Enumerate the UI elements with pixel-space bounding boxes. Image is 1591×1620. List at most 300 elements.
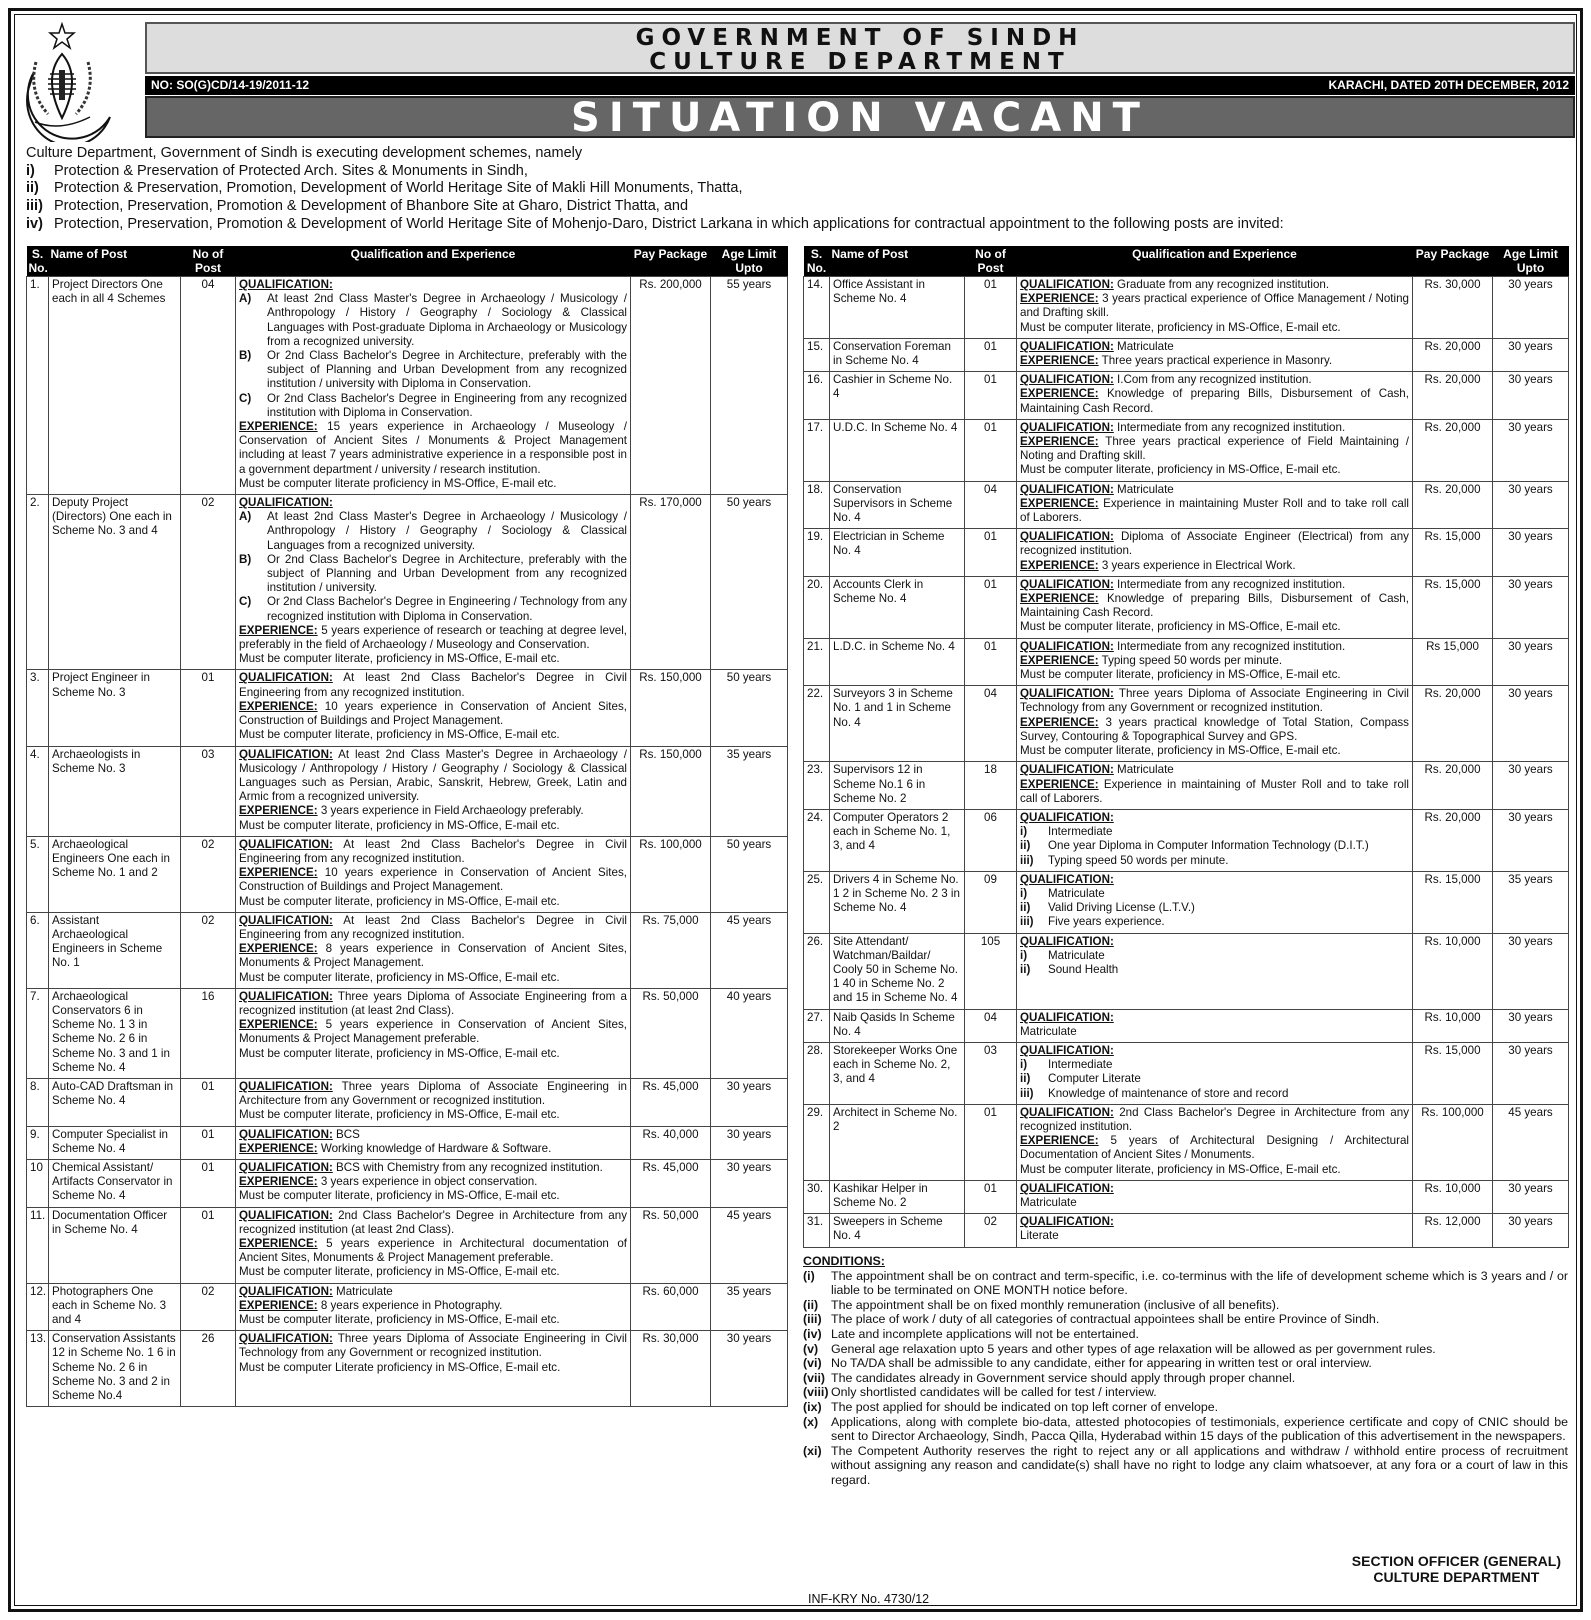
condition-text: The appointment shall be on fixed monthly remuneration (inclusive of all benefits).	[831, 1297, 1280, 1312]
qual-label: EXPERIENCE:	[239, 1018, 318, 1032]
qual-label: EXPERIENCE:	[239, 942, 318, 956]
post-pay: Rs. 45,000	[631, 1159, 711, 1207]
table-row	[804, 277, 1569, 339]
qual-line	[239, 838, 627, 866]
qual-label: EXPERIENCE:	[1020, 1134, 1099, 1148]
qual-text: Must be computer literate, proficiency in MS-Office, E-mail etc.	[239, 1189, 560, 1203]
signature-line2: CULTURE DEPARTMENT	[1373, 1569, 1540, 1585]
post-name: Accounts Clerk in Scheme No. 4	[830, 576, 965, 638]
post-name: Documentation Officer in Scheme No. 4	[49, 1207, 181, 1283]
qual-label: EXPERIENCE:	[239, 804, 318, 818]
post-qualification	[1017, 1214, 1413, 1247]
post-qualification	[236, 912, 631, 988]
qual-label: QUALIFICATION:	[1020, 763, 1114, 777]
post-count: 01	[181, 1126, 236, 1159]
post-sno: 29.	[804, 1104, 830, 1180]
post-sno: 22.	[804, 686, 830, 762]
qual-line	[239, 728, 627, 742]
post-pay: Rs. 50,000	[631, 1207, 711, 1283]
post-count: 01	[965, 1104, 1017, 1180]
qual-line	[239, 1313, 627, 1327]
condition-marker: (vi)	[803, 1356, 822, 1371]
post-count: 01	[965, 1180, 1017, 1213]
qual-line	[1020, 321, 1409, 335]
intro-item-text: Protection, Preservation, Promotion & Development of World Heritage Site of Mohenjo-Daro, District Larkana in which applications for contractual appointment to the following posts are invited:	[54, 215, 1284, 232]
post-age: 50 years	[711, 836, 788, 912]
qual-line	[1020, 1106, 1409, 1134]
qual-text: Must be computer literate, proficiency in MS-Office, E-mail etc.	[1020, 620, 1341, 634]
qual-text: Must be computer Literate proficiency in MS-Office, E-mail etc.	[239, 1360, 561, 1374]
post-age: 45 years	[711, 1207, 788, 1283]
qual-line	[239, 1018, 627, 1046]
qual-label: QUALIFICATION:	[1020, 530, 1114, 544]
qual-label: EXPERIENCE:	[239, 1141, 318, 1155]
qual-item-text: Or 2nd Class Bachelor's Degree in Engineering from any recognized institution with Diploma in Conservation.	[267, 391, 627, 419]
qual-text: 3 years experience in Electrical Work.	[1101, 558, 1296, 572]
qual-item-marker: i)	[1020, 886, 1028, 900]
table-row	[804, 1214, 1569, 1247]
qual-line	[1020, 778, 1409, 806]
condition-item	[803, 1444, 1568, 1488]
qual-text: Three years Diploma of Associate Engineering from a recognized institution (at least 2nd Class).	[239, 989, 627, 1017]
qual-text: At least 2nd Class Bachelor's Degree in Civil Engineering from any recognized institution.	[239, 837, 627, 865]
post-age: 30 years	[1493, 686, 1569, 762]
table-row	[27, 1126, 788, 1159]
post-qualification	[1017, 576, 1413, 638]
qual-text: 15 years experience in Archaeology / Museology / Conservation of Ancient Sites / Monuments & Project Management including at least 7 years administrative experience in a responsible post in a government department / university / research institution.	[239, 420, 627, 476]
col-sno: S. No.	[28, 247, 48, 275]
qual-text: Must be computer literate, proficiency in MS-Office, E-mail etc.	[239, 970, 560, 984]
qual-line	[239, 1108, 627, 1122]
qual-item	[1020, 901, 1409, 915]
post-pay: Rs. 15,000	[1413, 871, 1493, 933]
condition-marker: (v)	[803, 1341, 819, 1356]
post-pay: Rs. 12,000	[1413, 1214, 1493, 1247]
qual-line	[1020, 530, 1409, 558]
qual-line	[1020, 592, 1409, 620]
post-pay: Rs. 75,000	[631, 912, 711, 988]
qual-line	[239, 1142, 627, 1156]
post-name: L.D.C. in Scheme No. 4	[830, 638, 965, 686]
qual-item-marker: A)	[239, 292, 252, 306]
qual-item	[1020, 949, 1409, 963]
qual-line	[239, 1299, 627, 1313]
qual-item-marker: i)	[1020, 825, 1028, 839]
post-name: Computer Specialist in Scheme No. 4	[49, 1126, 181, 1159]
table-row	[804, 686, 1569, 762]
post-age: 30 years	[711, 1159, 788, 1207]
post-age: 30 years	[1493, 1042, 1569, 1104]
qual-item	[1020, 854, 1409, 868]
post-age: 30 years	[1493, 419, 1569, 481]
qual-label: QUALIFICATION:	[1020, 1181, 1114, 1195]
qual-text: Diploma of Associate Engineer (Electrical) from any recognized institution.	[1020, 530, 1409, 558]
condition-marker: (iv)	[803, 1326, 822, 1341]
qual-item-marker: A)	[239, 510, 252, 524]
qual-item-marker: B)	[239, 349, 252, 363]
signature-block	[1352, 1553, 1561, 1585]
qual-item	[239, 553, 627, 596]
qual-label: QUALIFICATION:	[239, 1079, 333, 1093]
qual-text: 10 years experience in Conservation of Ancient Sites, Construction of Buildings and Project Management.	[239, 866, 627, 894]
qual-label: EXPERIENCE:	[239, 1175, 318, 1189]
col-name: Name of Post	[830, 246, 965, 277]
post-count: 01	[965, 529, 1017, 577]
qual-text: Must be computer literate, proficiency in MS-Office, E-mail etc.	[1020, 744, 1341, 758]
qual-label: EXPERIENCE:	[1020, 558, 1099, 572]
qual-text: Must be computer literate, proficiency in MS-Office, E-mail etc.	[239, 652, 560, 666]
post-age: 35 years	[711, 1283, 788, 1331]
post-count: 02	[181, 836, 236, 912]
post-count: 04	[181, 277, 236, 495]
qual-text: Must be computer literate, proficiency in MS-Office, E-mail etc.	[239, 1313, 560, 1327]
qual-line	[1020, 687, 1409, 715]
col-qual: Qualification and Experience	[1017, 246, 1413, 277]
qual-label: EXPERIENCE:	[1020, 387, 1099, 401]
reference-number: NO: SO(G)CD/14-19/2011-12	[151, 78, 310, 92]
post-count: 26	[181, 1331, 236, 1407]
post-qualification	[1017, 1180, 1413, 1213]
qual-line	[1020, 1163, 1409, 1177]
post-sno: 8.	[27, 1078, 49, 1126]
qual-label: QUALIFICATION:	[239, 837, 333, 851]
post-name: Conservation Foreman in Scheme No. 4	[830, 338, 965, 371]
qual-line	[1020, 483, 1409, 497]
post-qualification	[236, 670, 631, 746]
qual-text: 5 years of Architectural Designing / Architectural Documentation of Ancient Sites / Monuments.	[1020, 1134, 1409, 1162]
qual-label: EXPERIENCE:	[1020, 777, 1099, 791]
post-pay: Rs. 15,000	[1413, 1042, 1493, 1104]
post-name: Site Attendant/ Watchman/Baildar/ Cooly 50 in Scheme No. 1 40 in Scheme No. 2 and 15 in Scheme No. 4	[830, 933, 965, 1009]
intro-item-marker: iv)	[26, 215, 43, 232]
qual-text: Intermediate from any recognized institution.	[1117, 577, 1346, 591]
qual-item	[1020, 963, 1409, 977]
col-count: No of Post	[181, 246, 236, 277]
qual-item	[1020, 1087, 1409, 1101]
col-name: Name of Post	[49, 246, 181, 277]
post-pay: Rs. 10,000	[1413, 1180, 1493, 1213]
intro-lead: Culture Department, Government of Sindh is executing development schemes, namely	[26, 145, 583, 161]
intro-item-marker: i)	[26, 162, 35, 179]
col-count: No of Post	[965, 246, 1017, 277]
post-pay: Rs 15,000	[1413, 638, 1493, 686]
post-pay: Rs. 150,000	[631, 670, 711, 746]
table-row	[804, 481, 1569, 529]
post-sno: 19.	[804, 529, 830, 577]
qual-text: 3 years experience in Field Archaeology preferably.	[320, 804, 584, 818]
post-sno: 26.	[804, 933, 830, 1009]
table-row	[27, 1159, 788, 1207]
post-pay: Rs. 45,000	[631, 1078, 711, 1126]
post-age: 30 years	[1493, 481, 1569, 529]
table-row	[27, 988, 788, 1078]
condition-item	[803, 1385, 1568, 1400]
condition-marker: (vii)	[803, 1370, 826, 1385]
post-qualification	[1017, 871, 1413, 933]
post-count: 01	[965, 277, 1017, 339]
post-count: 01	[965, 372, 1017, 420]
condition-marker: (ii)	[803, 1297, 819, 1312]
qual-item-text: Matriculate	[1048, 886, 1105, 900]
page-title: SITUATION VACANT	[145, 96, 1575, 138]
qual-item-text: Or 2nd Class Bachelor's Degree in Engineering / Technology from any recognized institution with Diploma in Conservation.	[267, 595, 627, 623]
qual-label: QUALIFICATION:	[239, 1208, 333, 1222]
post-qualification	[1017, 481, 1413, 529]
qual-text: 8 years experience in Photography.	[320, 1298, 503, 1312]
qual-line	[239, 1161, 627, 1175]
post-sno: 25.	[804, 871, 830, 933]
post-qualification	[236, 495, 631, 670]
qual-text: Three years practical experience of Field Maintaining / Noting and Drafting skill.	[1020, 435, 1409, 463]
col-qual: Qualification and Experience	[236, 246, 631, 277]
post-qualification	[236, 1126, 631, 1159]
intro-item-marker: iii)	[26, 198, 43, 215]
post-name: Kashikar Helper in Scheme No. 2	[830, 1180, 965, 1213]
qual-line	[239, 1332, 627, 1360]
qual-label: QUALIFICATION:	[239, 989, 333, 1003]
post-count: 01	[181, 670, 236, 746]
intro-item	[26, 163, 1576, 181]
post-pay: Rs. 200,000	[631, 277, 711, 495]
condition-marker: (iii)	[803, 1312, 822, 1327]
post-qualification	[236, 836, 631, 912]
header-line1: GOVERNMENT OF SINDH	[635, 25, 1085, 51]
condition-text: The candidates already in Government service should apply through proper channel.	[831, 1370, 1296, 1385]
qual-item-marker: C)	[239, 595, 252, 609]
post-sno: 3.	[27, 670, 49, 746]
post-pay: Rs. 20,000	[1413, 481, 1493, 529]
post-age: 50 years	[711, 495, 788, 670]
qual-item	[1020, 839, 1409, 853]
header-line2: CULTURE DEPARTMENT	[649, 49, 1071, 75]
qual-line	[239, 971, 627, 985]
qual-label: QUALIFICATION:	[1020, 482, 1114, 496]
reference-bar	[145, 76, 1575, 95]
qual-label: QUALIFICATION:	[239, 1160, 333, 1174]
qual-label: QUALIFICATION:	[1020, 577, 1114, 591]
qual-line	[1020, 640, 1409, 654]
qual-line	[239, 1285, 627, 1299]
post-name: Office Assistant in Scheme No. 4	[830, 277, 965, 339]
qual-line	[239, 1175, 627, 1189]
qual-line	[1020, 1229, 1409, 1243]
post-name: Chemical Assistant/ Artifacts Conservator in Scheme No. 4	[49, 1159, 181, 1207]
post-name: Architect in Scheme No. 2	[830, 1104, 965, 1180]
intro-item-text: Protection & Preservation, Promotion, Development of World Heritage Site of Makli Hill Monuments, Thatta,	[54, 180, 743, 197]
table-row	[804, 338, 1569, 371]
qual-line	[239, 477, 627, 491]
post-name: Archaeological Conservators 6 in Scheme No. 1 3 in Scheme No. 2 6 in Scheme No. 3 and 1 in Scheme No. 4	[49, 988, 181, 1078]
post-pay: Rs. 15,000	[1413, 576, 1493, 638]
post-name: Photographers One each in Scheme No. 3 and 4	[49, 1283, 181, 1331]
qual-label: EXPERIENCE:	[1020, 435, 1099, 449]
post-sno: 18.	[804, 481, 830, 529]
qual-text: 5 years experience of research or teaching at degree level, preferably in the field of Archaeology / Museology and Conservation.	[239, 623, 627, 652]
table-row	[804, 1104, 1569, 1180]
qual-item-text: Or 2nd Class Bachelor's Degree in Architecture, preferably with the subject of Planning and Urban Development from any recognized institution / university with Diploma in Conservation.	[267, 349, 627, 391]
post-age: 30 years	[1493, 933, 1569, 1009]
qual-label: QUALIFICATION:	[1020, 810, 1114, 824]
qual-line	[1020, 654, 1409, 668]
post-pay: Rs. 50,000	[631, 988, 711, 1078]
qual-text: 5 years experience in Conservation of Ancient Sites, Monuments & Project Management preferable.	[239, 1018, 627, 1046]
condition-marker: (i)	[803, 1268, 815, 1283]
qual-text: At least 2nd Class Master's Degree in Archaeology / Musicology / Anthropology / History / Geography / Sociology & Classical Languages such as Persian, Arabic, Sanskrit, Hebrew, Greek, Latin and Armic from a recognized university.	[239, 747, 627, 804]
qual-label: QUALIFICATION:	[1020, 639, 1114, 653]
qual-text: Matriculate	[1020, 1195, 1077, 1209]
post-qualification	[236, 1331, 631, 1407]
post-age: 30 years	[711, 1126, 788, 1159]
post-name: Sweepers in Scheme No. 4	[830, 1214, 965, 1247]
post-name: Auto-CAD Draftsman in Scheme No. 4	[49, 1078, 181, 1126]
post-pay: Rs. 15,000	[1413, 529, 1493, 577]
post-qualification	[1017, 419, 1413, 481]
post-age: 30 years	[1493, 529, 1569, 577]
post-name: Storekeeper Works One each in Scheme No. 2, 3, and 4	[830, 1042, 965, 1104]
qual-line	[1020, 559, 1409, 573]
intro-item-text: Protection, Preservation, Promotion & Development of Bhanbore Site at Gharo, District Thatta, and	[54, 198, 689, 215]
post-qualification	[1017, 1104, 1413, 1180]
qual-line	[1020, 1215, 1409, 1229]
post-age: 30 years	[1493, 1214, 1569, 1247]
qual-line	[1020, 578, 1409, 592]
condition-item	[803, 1342, 1568, 1357]
qual-text: Must be computer literate, proficiency in MS-Office, E-mail etc.	[1020, 463, 1341, 477]
post-age: 35 years	[711, 746, 788, 836]
qual-line	[239, 1237, 627, 1265]
qual-text: Matriculate	[336, 1284, 393, 1298]
table-row	[804, 1009, 1569, 1042]
post-count: 01	[181, 1207, 236, 1283]
qual-text: 3 years experience in object conservation.	[320, 1175, 538, 1189]
qual-label: QUALIFICATION:	[1020, 373, 1114, 387]
qual-line	[1020, 354, 1409, 368]
condition-text: The Competent Authority reserves the right to reject any or all applications and withdraw / withhold entire process of recruitment without assigning any reason and candidate(s) shall have no right to lodge any claim whatsoever, at any fora or a court of law in this regard.	[831, 1443, 1568, 1487]
qual-text: 2nd Class Bachelor's Degree in Architecture from any recognized institution (at least 2nd Class).	[239, 1208, 627, 1236]
post-qualification	[1017, 933, 1413, 1009]
post-age: 30 years	[1493, 809, 1569, 871]
post-count: 01	[965, 576, 1017, 638]
post-name: U.D.C. In Scheme No. 4	[830, 419, 965, 481]
qual-line	[239, 1080, 627, 1108]
table-row	[804, 638, 1569, 686]
post-name: Surveyors 3 in Scheme No. 1 and 1 in Scheme No. 4	[830, 686, 965, 762]
intro	[26, 145, 1576, 234]
qual-item-marker: iii)	[1020, 915, 1034, 929]
qual-line	[239, 895, 627, 909]
qual-label: EXPERIENCE:	[239, 1237, 318, 1250]
table-row	[804, 933, 1569, 1009]
post-qualification	[236, 746, 631, 836]
signature-line1: SECTION OFFICER (GENERAL)	[1351, 1553, 1561, 1569]
qual-line	[239, 624, 627, 652]
post-sno: 4.	[27, 746, 49, 836]
qual-item-marker: iii)	[1020, 1086, 1034, 1100]
intro-item	[26, 216, 1576, 234]
post-age: 30 years	[1493, 638, 1569, 686]
post-count: 01	[965, 338, 1017, 371]
qual-line	[239, 1189, 627, 1203]
post-qualification	[236, 1159, 631, 1207]
qual-line	[1020, 292, 1409, 320]
qual-label: EXPERIENCE:	[239, 420, 318, 434]
col-pay: Pay Package	[631, 246, 711, 277]
post-age: 55 years	[711, 277, 788, 495]
qual-text: Must be computer literate, proficiency in MS-Office, E-mail etc.	[239, 818, 560, 832]
qual-label: EXPERIENCE:	[1020, 354, 1099, 368]
qual-label: QUALIFICATION:	[239, 1284, 333, 1298]
qual-item	[1020, 825, 1409, 839]
table-row	[804, 1042, 1569, 1104]
post-name: Archaeologists in Scheme No. 3	[49, 746, 181, 836]
qual-label: QUALIFICATION:	[239, 1332, 333, 1346]
post-age: 30 years	[1493, 277, 1569, 339]
table-row	[27, 1331, 788, 1407]
qual-item-marker: iii)	[1020, 853, 1034, 867]
qual-text: Three years Diploma of Associate Engineering in Civil Technology from any Government or recognized institution.	[239, 1332, 627, 1360]
post-qualification	[1017, 338, 1413, 371]
qual-line	[239, 420, 627, 477]
post-age: 30 years	[711, 1078, 788, 1126]
post-qualification	[1017, 686, 1413, 762]
qual-text: Must be computer literate, proficiency in MS-Office, E-mail etc.	[1020, 1162, 1341, 1176]
post-pay: Rs. 150,000	[631, 746, 711, 836]
qual-label: EXPERIENCE:	[1020, 592, 1099, 606]
qual-item-text: Or 2nd Class Bachelor's Degree in Architecture, preferably with the subject of Planning and Urban Development from any recognized institution / university.	[267, 552, 627, 595]
post-age: 30 years	[1493, 1009, 1569, 1042]
post-sno: 11.	[27, 1207, 49, 1283]
qual-line	[1020, 873, 1409, 887]
table-row	[804, 576, 1569, 638]
post-pay: Rs. 30,000	[631, 1331, 711, 1407]
qual-label: QUALIFICATION:	[1020, 872, 1114, 886]
post-qualification	[236, 1078, 631, 1126]
qual-item-text: At least 2nd Class Master's Degree in Archaeology / Musicology / Anthropology / History / Geography / Sociology & Classical Languages with Post-graduate Diploma in Archaeology or Musicology from a recognized university.	[267, 292, 627, 348]
condition-text: The post applied for should be indicated on top left corner of envelope.	[831, 1399, 1219, 1414]
qual-line	[239, 700, 627, 728]
qual-label: QUALIFICATION:	[1020, 420, 1114, 434]
condition-text: The appointment shall be on contract and term-specific, i.e. co-terminus with the life of development scheme which is 3 years and / or liable to be terminated on ONE MONTH notice before.	[831, 1268, 1568, 1298]
post-count: 02	[181, 1283, 236, 1331]
qual-line	[1020, 811, 1409, 825]
post-pay: Rs. 100,000	[631, 836, 711, 912]
qual-text: Must be computer literate, proficiency in MS-Office, E-mail etc.	[239, 1046, 560, 1060]
qual-text: 3 years practical experience of Office Management / Noting and Drafting skill.	[1020, 292, 1409, 320]
qual-line	[1020, 278, 1409, 292]
table-row	[27, 670, 788, 746]
qual-label: EXPERIENCE:	[1020, 496, 1099, 510]
post-age: 45 years	[1493, 1104, 1569, 1180]
col-pay: Pay Package	[1413, 246, 1493, 277]
condition-item	[803, 1371, 1568, 1386]
qual-label: EXPERIENCE:	[239, 866, 318, 880]
table-row	[27, 912, 788, 988]
qual-text: Knowledge of preparing Bills, Disbursement of Cash, Maintaining Cash Record.	[1020, 592, 1409, 620]
qual-text: 3 years practical knowledge of Total Station, Compass Survey, Contouring & Topographical Survey and GPS.	[1020, 715, 1409, 743]
qual-line	[239, 1128, 627, 1142]
post-name: Conservation Assistants 12 in Scheme No. 1 6 in Scheme No. 2 6 in Scheme No. 3 and 2 in Scheme No.4	[49, 1331, 181, 1407]
post-sno: 10	[27, 1159, 49, 1207]
qual-text: Intermediate from any recognized institution.	[1117, 639, 1346, 653]
qual-text: Three years Diploma of Associate Engineering in Civil Technology from any Government or recognized institution.	[1020, 687, 1409, 715]
post-age: 30 years	[1493, 338, 1569, 371]
condition-text: Only shortlisted candidates will be called for test / interview.	[831, 1385, 1157, 1400]
table-row	[804, 372, 1569, 420]
qual-item	[239, 510, 627, 553]
qual-item	[239, 595, 627, 623]
qual-text: Matriculate	[1117, 482, 1174, 496]
qual-line	[239, 1265, 627, 1279]
